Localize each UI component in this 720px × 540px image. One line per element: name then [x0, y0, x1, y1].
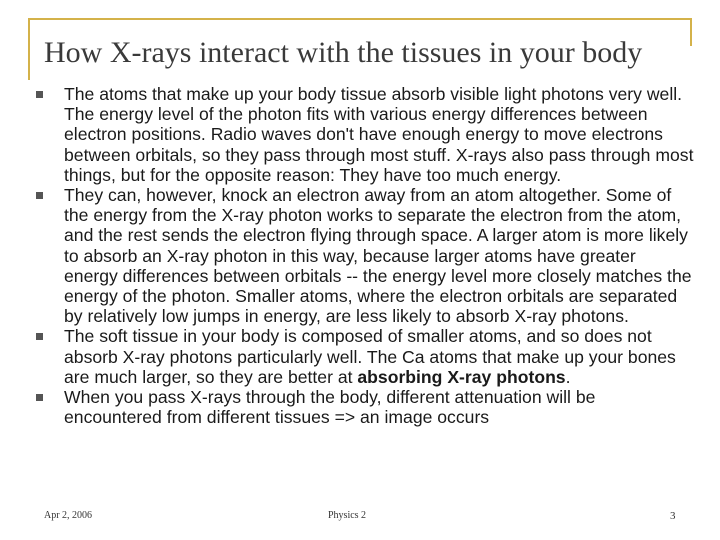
- bullet-text-3-bold: absorbing X-ray photons: [357, 366, 566, 387]
- footer-date: Apr 2, 2006: [44, 510, 93, 521]
- bullet-text-3-end: .: [565, 366, 571, 387]
- bullet-text-4: When you pass X-rays through the body, different attenuation will be encountered from different tissues => an image occurs: [64, 387, 596, 428]
- frame-left-border: [28, 18, 30, 80]
- bullet-item-3: [34, 326, 694, 387]
- bullet-text-2: They can, however, knock an electron away from an atom altogether. Some of the energy from the X-ray photon works to separate the electron from the atom, and the rest sends the electron flying through space. A larger atom is more likely to absorb an X-ray photon in this way, because larger atoms have greater energy differences between orbitals -- the energy level more closely matches the energy of the photon. Smaller atoms, where the electron orbitals are separated by relatively low jumps in energy, are less likely to absorb X-ray photons.: [64, 185, 692, 327]
- square-bullet-icon: [36, 394, 43, 401]
- bullet-item-1: [34, 84, 694, 185]
- footer-center-text: Physics 2: [328, 510, 367, 521]
- bullet-item-2: [34, 185, 694, 326]
- bullet-item-4: [34, 387, 694, 427]
- bullet-list: [34, 84, 694, 427]
- title-clip: [40, 28, 690, 84]
- square-bullet-icon: [36, 333, 43, 340]
- square-bullet-icon: [36, 91, 43, 98]
- frame-right-border: [690, 18, 692, 46]
- square-bullet-icon: [36, 192, 43, 199]
- bullet-text-1: The atoms that make up your body tissue absorb visible light photons very well. The energy level of the photon fits with various energy differences between electron positions. Radio waves don't have enough energy to move electrons between orbitals, so they pass through most stuff. X-rays also pass through most things, but for the opposite reason: They have too much energy.: [64, 84, 694, 185]
- bullet-text-3: The soft tissue in your body is composed of smaller atoms, and so does not absorb X-ray photons particularly well. The Ca atoms that make up your bones are much larger, so they are better at: [64, 326, 676, 387]
- page-number: 3: [670, 510, 676, 522]
- slide-title: How X-rays interact with the tissues in your body: [44, 36, 643, 69]
- frame-top-border: [28, 18, 692, 20]
